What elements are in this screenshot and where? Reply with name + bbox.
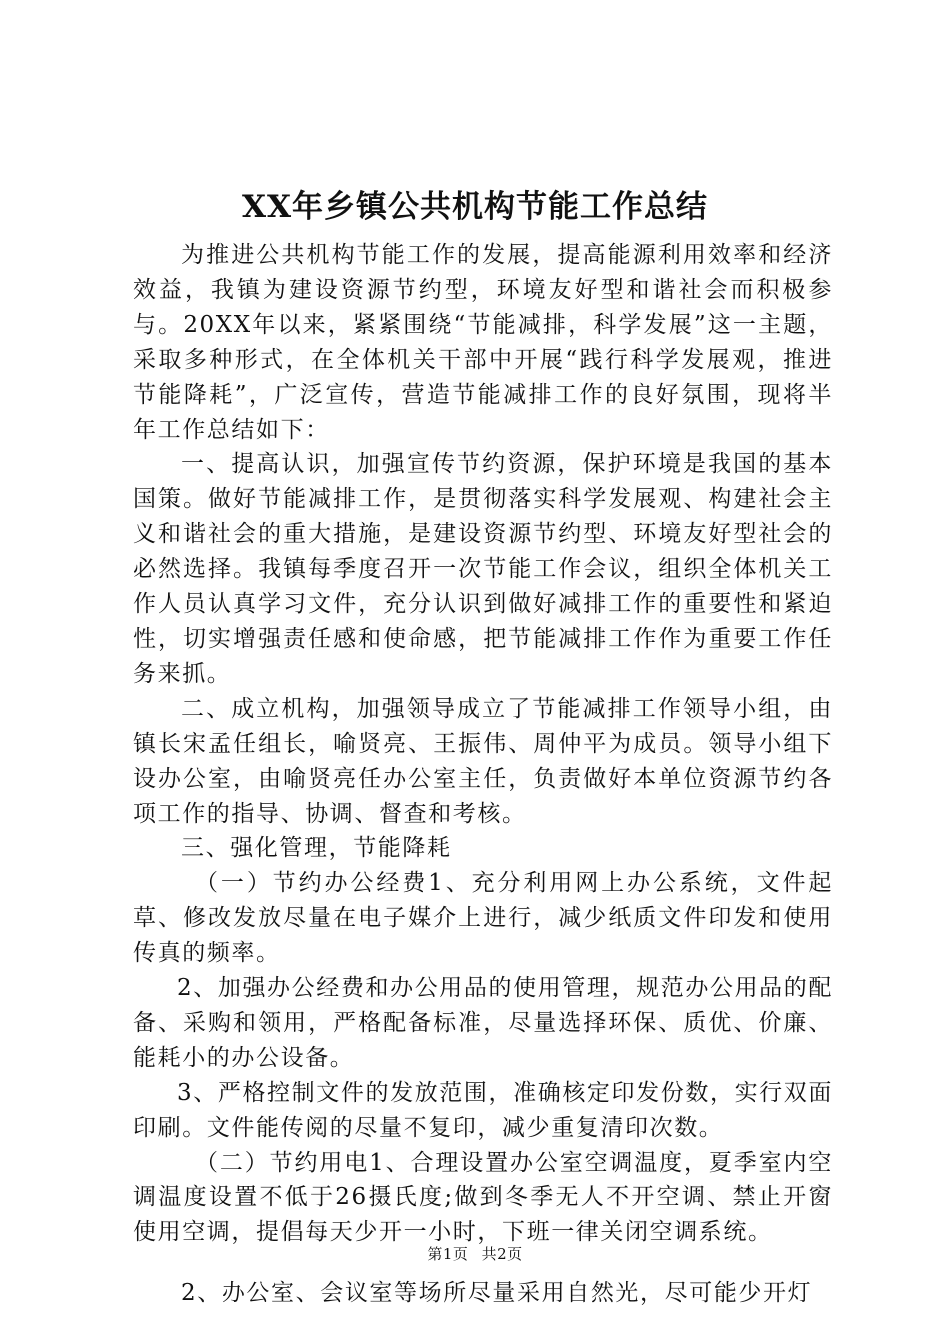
paragraph-subsection-2: （二）节约用电1、合理设置办公室空调温度，夏季室内空调温度设置不低于26摄氏度;做到冬季无人不开空调、禁止开窗使用空调，提倡每天少开一小时，下班一律关闭空调系统。	[133, 1149, 833, 1246]
paragraph-section-3-heading: 三、强化管理，节能降耗	[181, 835, 452, 862]
paragraph-intro: 为推进公共机构节能工作的发展，提高能源利用效率和经济效益，我镇为建设资源节约型，环境友好型和谐社会而积极参与。20XX年以来，紧紧围绕“节能减排，科学发展”这一主题，采取多种形式，在全体机关干部中开展“践行科学发展观，推进节能降耗”，广泛宣传，营造节能减排工作的良好氛围，现将半年工作总结如下：	[133, 242, 833, 443]
paragraph-subsection-1: （一）节约办公经费1、充分利用网上办公系统，文件起草、修改发放尽量在电子媒介上进行，减少纸质文件印发和使用传真的频率。	[133, 870, 833, 967]
page-total: 共2页	[481, 1245, 523, 1263]
page-footer	[0, 1243, 950, 1265]
page-number: 第1页	[427, 1245, 469, 1263]
document-body	[133, 238, 833, 1311]
document-title: XX年乡镇公共机构节能工作总结	[241, 189, 709, 225]
paragraph-item-2b: 2、办公室、会议室等场所尽量采用自然光，尽可能少开灯	[181, 1280, 813, 1307]
paragraph-section-2: 二、成立机构，加强领导成立了节能减排工作领导小组，由镇长宋孟任组长，喻贤亮、王振伟、周仲平为成员。领导小组下设办公室，由喻贤亮任办公室主任，负责做好本单位资源节约各项工作的指导、协调、督查和考核。	[133, 695, 833, 827]
paragraph-section-1: 一、提高认识，加强宣传节约资源，保护环境是我国的基本国策。做好节能减排工作，是贯彻落实科学发展观、构建社会主义和谐社会的重大措施，是建设资源节约型、环境友好型社会的必然选择。我镇每季度召开一次节能工作会议，组织全体机关工作人员认真学习文件，充分认识到做好减排工作的重要性和紧迫性，切实增强责任感和使命感，把节能减排工作作为重要工作任务来抓。	[133, 451, 833, 687]
paragraph-item-3: 3、严格控制文件的发放范围，准确核定印发份数，实行双面印刷。文件能传阅的尽量不复印，减少重复清印次数。	[133, 1079, 833, 1141]
paragraph-item-2: 2、加强办公经费和办公用品的使用管理，规范办公用品的配备、采购和领用，严格配备标准，尽量选择环保、质优、价廉、能耗小的办公设备。	[133, 975, 833, 1071]
